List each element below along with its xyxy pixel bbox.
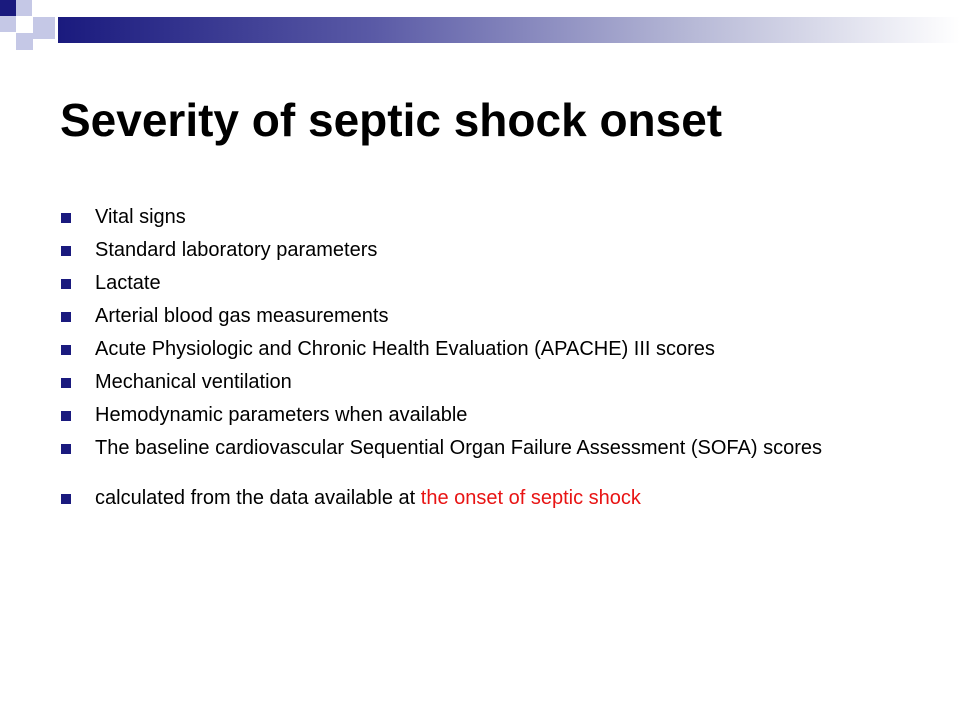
bullet-text: Standard laboratory parameters: [95, 239, 378, 261]
bullet-list: [60, 208, 900, 522]
bullet-item: [60, 274, 900, 293]
bullet-item: [60, 241, 900, 260]
bullet-item: [60, 307, 900, 326]
corner-square-decoration: [33, 17, 55, 39]
header-gradient-bar: [58, 17, 960, 43]
square-bullet-icon: [61, 213, 71, 223]
square-bullet-icon: [61, 345, 71, 355]
corner-square-decoration: [16, 0, 32, 16]
bullet-text: Hemodynamic parameters when available: [95, 404, 468, 426]
bullet-text: Lactate: [95, 272, 161, 294]
square-bullet-icon: [61, 378, 71, 388]
bullet-text: Arterial blood gas measurements: [95, 305, 389, 327]
bullet-text: Mechanical ventilation: [95, 371, 292, 393]
bullet-text: The baseline cardiovascular Sequential Organ Failure Assessment (SOFA) scores: [95, 437, 823, 459]
highlighted-text: the onset of septic shock: [420, 487, 641, 509]
bullet-item: [60, 373, 900, 392]
bullet-item: [60, 208, 900, 227]
corner-square-decoration: [0, 0, 16, 16]
square-bullet-icon: [61, 444, 71, 454]
bullet-text: Vital signs: [95, 206, 186, 228]
bullet-item: [60, 406, 900, 425]
corner-square-decoration: [0, 16, 16, 32]
slide-title: Severity of septic shock onset: [60, 94, 723, 146]
bullet-item: [60, 340, 900, 359]
bullet-item: [60, 439, 900, 458]
square-bullet-icon: [61, 411, 71, 421]
square-bullet-icon: [61, 312, 71, 322]
bullet-text: calculated from the data available at: [95, 487, 421, 509]
bullet-item-final: [60, 489, 900, 508]
square-bullet-icon: [61, 279, 71, 289]
square-bullet-icon: [61, 494, 71, 504]
corner-square-decoration: [16, 33, 33, 50]
bullet-text: Acute Physiologic and Chronic Health Evaluation (APACHE) III scores: [95, 338, 715, 360]
square-bullet-icon: [61, 246, 71, 256]
